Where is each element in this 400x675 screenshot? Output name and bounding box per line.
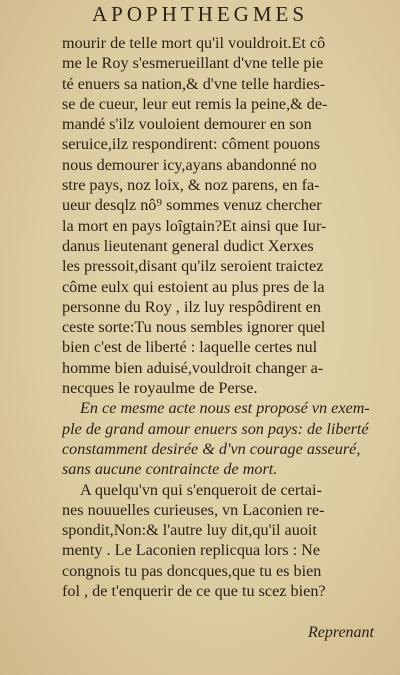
text-line: bien c'est de liberté : laquelle certes nul [62, 338, 318, 357]
text-line: côme eulx qui estoient au plus pres de la [62, 277, 325, 296]
text-line: se de cueur, leur eut remis la peine,& de- [62, 94, 328, 113]
text-line: personne du Roy , ilz luy respôdirent en [62, 297, 321, 316]
paragraph-1 [62, 33, 382, 398]
text-line: stre pays, noz loix, & noz parens, en fa- [62, 176, 320, 195]
text-line: En ce mesme acte nous est proposé vn exem- [80, 399, 370, 418]
text-line: nous demourer icy,ayans abandonné no [62, 155, 317, 174]
text-line: ueur desqlz nô⁹ sommes venuz chercher [62, 196, 322, 215]
text-line: homme bien aduisé,vouldroit changer a- [62, 358, 324, 377]
text-line: ple de grand amour enuers son pays: de liberté [62, 419, 369, 438]
text-line: té enuers sa nation,& d'vne telle hardies- [62, 74, 326, 93]
text-line: necques le royaulme de Perse. [62, 379, 258, 398]
text-line: mourir de telle mort qu'il vouldroit.Et cô [62, 34, 326, 52]
text-line: la mort en pays loîgtain?Et ainsi que Iur- [62, 216, 327, 235]
text-line: me le Roy s'esmerueillant d'vne telle pie [62, 54, 324, 73]
paragraph-3 [62, 480, 382, 602]
text-line: congnois tu pas doncques,que tu es bien [62, 561, 322, 580]
catchword: Reprenant [307, 624, 374, 641]
text-line: danus lieutenant general dudict Xerxes [62, 236, 314, 255]
text-line: menty . Le Laconien replicqua lors : Ne [62, 541, 321, 560]
text-line: fol , de t'enquerir de ce que tu scez bien? [62, 582, 326, 601]
paragraph-2-commentary [62, 398, 382, 479]
text-line: les pressoit,disant qu'ilz seroient traictez [62, 257, 324, 276]
text-line: mandé s'ilz vouloient demourer en son [62, 115, 312, 134]
text-line: A quelqu'vn qui s'enqueroit de certai- [80, 480, 322, 499]
text-line: nes nouuelles curieuses, vn Laconien re- [62, 500, 325, 519]
text-line: ceste sorte:Tu nous sembles ignorer quel [62, 318, 326, 337]
page-body [62, 33, 382, 601]
text-line: constamment desirée & d'vn courage asseuré, [62, 439, 361, 458]
text-line: seruice,ilz respondirent: côment pouons [62, 135, 321, 154]
running-title: APOPHTHEGMES [91, 2, 309, 26]
text-line: spondit,Non:& l'autre luy dit,qu'il auoit [62, 521, 317, 540]
text-line: sans aucune contraincte de mort. [62, 460, 278, 479]
